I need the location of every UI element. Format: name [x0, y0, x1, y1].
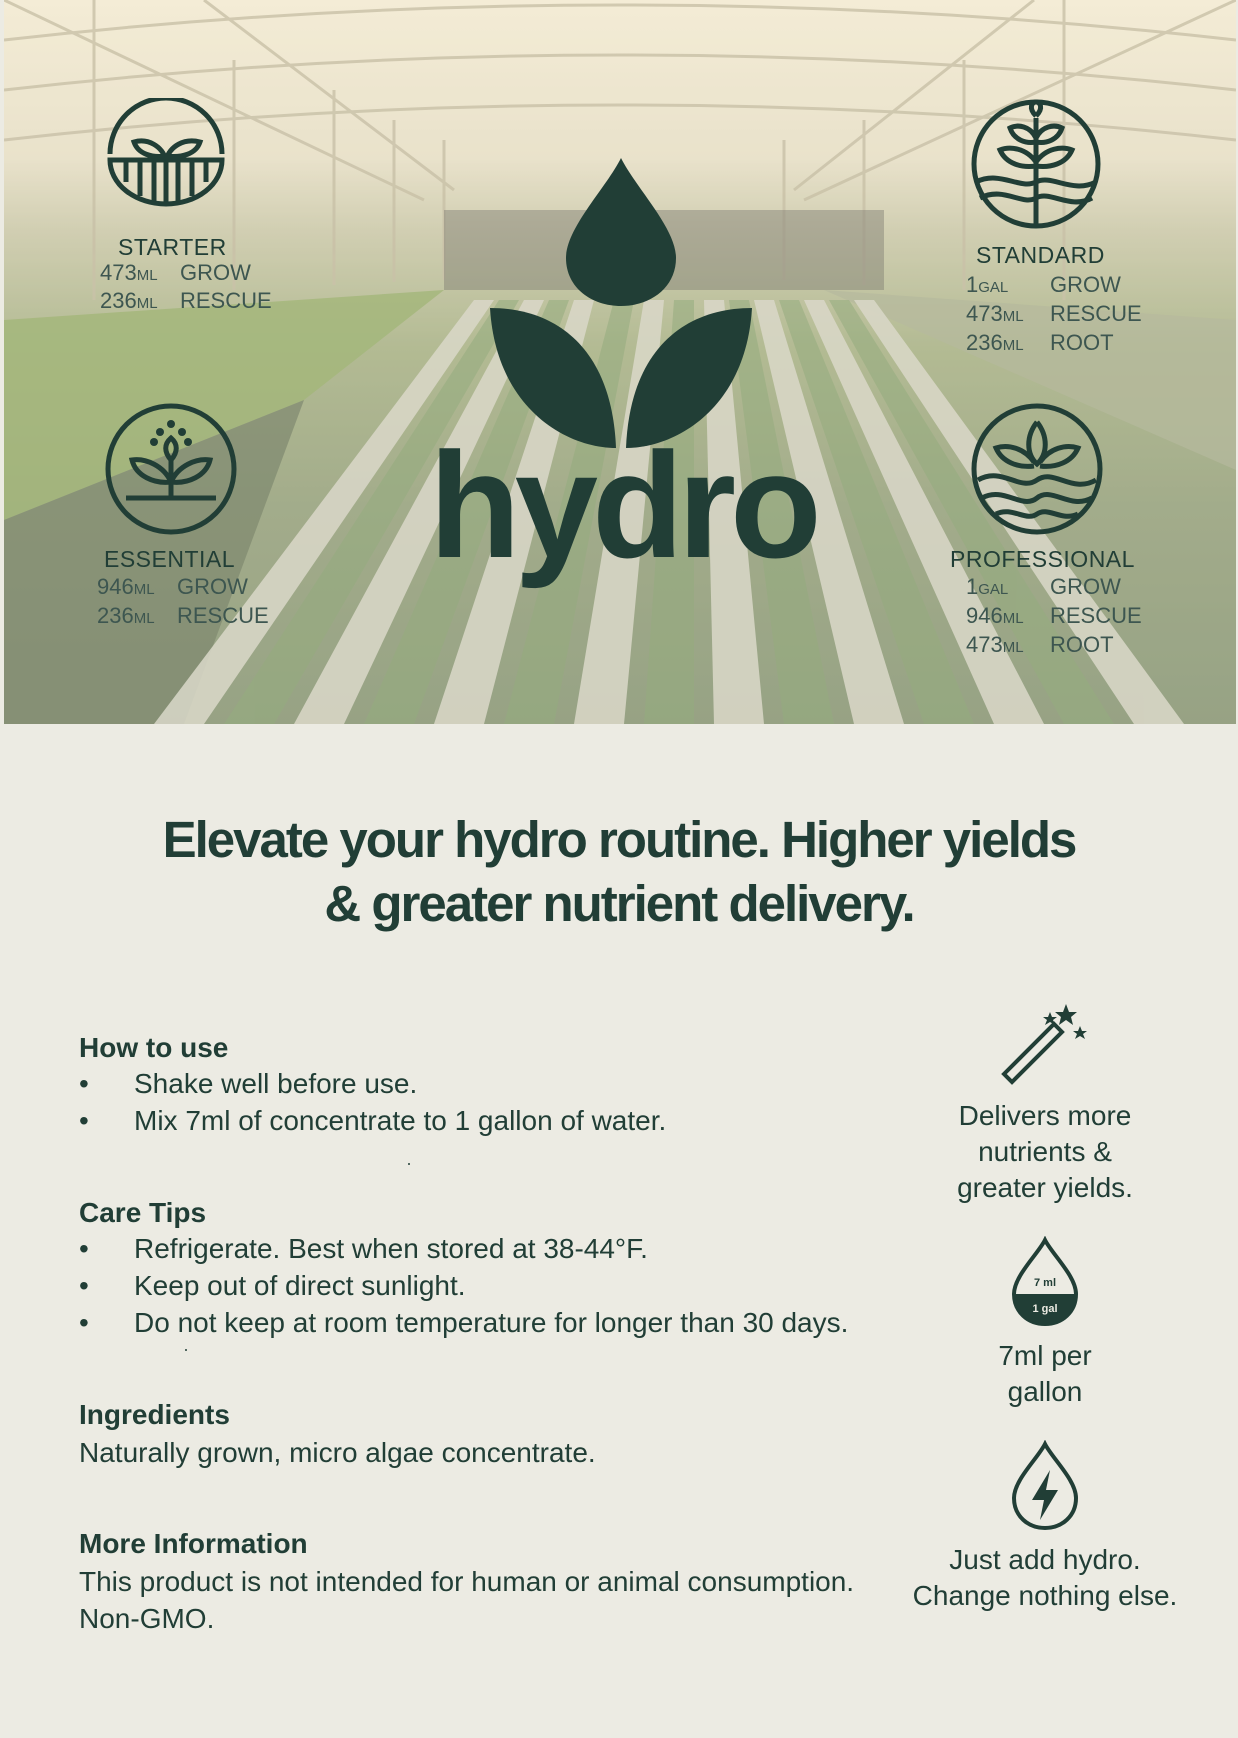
plan-qty: 236ML — [97, 603, 155, 628]
list-item-text: Mix 7ml of concentrate to 1 gallon of water. — [134, 1105, 667, 1136]
plant-waves-icon — [970, 98, 1102, 230]
plan-product: ROOT — [1050, 632, 1114, 657]
how-to-use-title: How to use — [79, 1032, 229, 1063]
feature-line: Just add hydro. — [949, 1544, 1141, 1575]
drop-top-label: 7 ml — [1033, 1277, 1057, 1289]
plan-product: ROOT — [1050, 330, 1114, 355]
more-info-text — [79, 1563, 854, 1637]
ingredients-title: Ingredients — [79, 1399, 230, 1430]
plan-qty: 1GAL — [966, 272, 1009, 297]
plan-row — [966, 301, 1142, 327]
brand-wordmark: hydro — [429, 421, 816, 589]
headline-line: & greater nutrient delivery. — [324, 875, 914, 932]
plan-name: PROFESSIONAL — [950, 546, 1135, 572]
plan-qty: 946ML — [97, 574, 155, 599]
plan-product: RESCUE — [1050, 603, 1142, 628]
plan-row — [966, 330, 1114, 356]
feature-dosage — [900, 1338, 1190, 1410]
feature-line: Change nothing else. — [912, 1580, 1178, 1611]
measure-drop-icon — [1010, 1236, 1080, 1326]
hydro-logo-icon — [486, 158, 756, 448]
plan-qty: 473ML — [966, 632, 1024, 657]
plan-row — [966, 603, 1142, 629]
plan-product: GROW — [180, 260, 251, 285]
list-item-text: Refrigerate. Best when stored at 38-44°F. — [134, 1233, 648, 1264]
headline-line: Elevate your hydro routine. Higher yields — [162, 811, 1076, 868]
basket-sprout-icon — [104, 98, 228, 222]
more-info-line: Non-GMO. — [79, 1603, 215, 1634]
bullet-dot: • — [79, 1068, 89, 1099]
plan-qty: 236ML — [966, 330, 1024, 355]
drop-bottom-label: 1 gal — [1032, 1303, 1058, 1315]
feature-simple — [900, 1542, 1190, 1614]
ingredients-text: Naturally grown, micro algae concentrate. — [79, 1437, 596, 1468]
bullet-dot: • — [79, 1233, 89, 1264]
plan-name: ESSENTIAL — [104, 546, 236, 572]
feature-line: nutrients & — [978, 1136, 1112, 1167]
plan-qty: 1GAL — [966, 574, 1009, 599]
feature-line: gallon — [1007, 1376, 1083, 1407]
list-item-text: Do not keep at room temperature for longer than 30 days. — [134, 1307, 849, 1338]
stray-dot — [185, 1349, 187, 1351]
plan-product: GROW — [177, 574, 248, 599]
more-info-title: More Information — [79, 1528, 308, 1559]
plan-product: RESCUE — [1050, 301, 1142, 326]
plan-row — [966, 632, 1114, 658]
bullet-dot: • — [79, 1105, 89, 1136]
plan-row — [100, 260, 251, 286]
magic-wand-icon — [1000, 1000, 1090, 1086]
more-info-line: This product is not intended for human or animal consumption. — [79, 1566, 855, 1597]
plan-row — [97, 574, 248, 600]
feature-line: 7ml per — [998, 1340, 1092, 1371]
plan-qty: 236ML — [100, 288, 158, 313]
plan-product: GROW — [1050, 272, 1121, 297]
stray-dot — [408, 1163, 410, 1165]
plan-product: RESCUE — [177, 603, 269, 628]
plan-product: RESCUE — [180, 288, 272, 313]
plan-row — [966, 574, 1121, 600]
plan-qty: 473ML — [100, 260, 158, 285]
plan-product: GROW — [1050, 574, 1121, 599]
plan-row — [97, 603, 269, 629]
list-item-text: Keep out of direct sunlight. — [134, 1270, 466, 1301]
hero-greenhouse-image — [4, 0, 1236, 724]
plan-name: STANDARD — [976, 242, 1105, 268]
plan-row — [100, 288, 272, 314]
sprout-seeds-icon — [104, 402, 238, 536]
feature-yields — [900, 1098, 1190, 1206]
plan-qty: 473ML — [966, 301, 1024, 326]
feature-line: Delivers more — [958, 1100, 1132, 1131]
feature-line: greater yields. — [957, 1172, 1133, 1203]
lightning-drop-icon — [1010, 1440, 1080, 1530]
plan-qty: 946ML — [966, 603, 1024, 628]
plan-row — [966, 272, 1121, 298]
bullet-dot: • — [79, 1307, 89, 1338]
plan-name: STARTER — [118, 234, 227, 260]
care-tips-title: Care Tips — [79, 1197, 207, 1228]
list-item-text: Shake well before use. — [134, 1068, 418, 1099]
bullet-dot: • — [79, 1270, 89, 1301]
lotus-waves-icon — [970, 402, 1104, 536]
headline — [0, 808, 1238, 936]
